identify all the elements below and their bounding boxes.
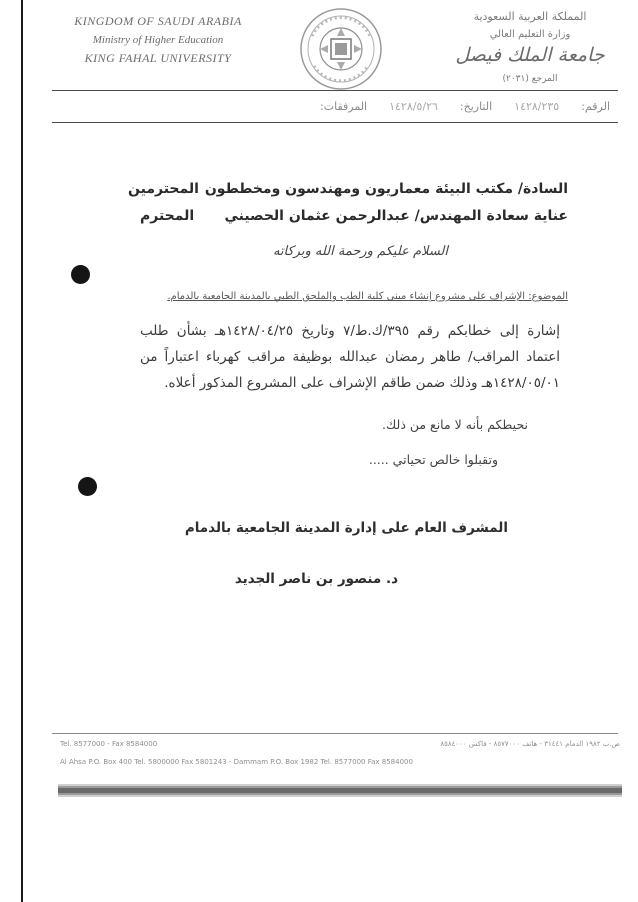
body-paragraph-2: نحيطكم بأنه لا مانع من ذلك. <box>382 417 528 432</box>
addressee-line-1: السادة/ مكتب البيئة معماريون ومهندسون ومخططون <box>204 181 568 197</box>
ref-date-value: ١٤٢٨/٥/٢٦ <box>389 100 438 113</box>
body-line-1: إشارة إلى خطابكم رقم ٣٩٥/ك.ط/٧ وتاريخ ١٤٢٨/٠٤/٢٥هـ بشأن طلب <box>140 323 560 339</box>
letterhead-en-university: KING FAHAL UNIVERSITY <box>84 51 232 65</box>
body-line-2: اعتماد المراقب/ طاهر رمضان عبدالله بوظيفة مراقب كهرباء اعتباراً من <box>140 349 560 365</box>
letterhead-en-ministry: Ministry of Higher Education <box>92 34 224 46</box>
header-divider-bottom <box>52 122 618 123</box>
addressee-honorific-2: المحترم <box>140 208 195 224</box>
subject-line: الموضوع: الإشراف على مشروع إنشاء مبنى كلية الطب والملحق الطبي بالمدينة الجامعية بالدمام. <box>167 291 568 302</box>
footer-contact-right: ص.ب ١٩٨٢ الدمام ٣١٤٤١ - هاتف ٨٥٧٧٠٠٠ - فاكس ٨٥٨٤٠٠٠ <box>440 740 620 748</box>
signature-title: المشرف العام على إدارة المدينة الجامعية بالدمام <box>184 520 508 536</box>
letterhead-english <box>58 14 258 66</box>
footer <box>60 738 620 790</box>
letterhead-ar-reference: المرجع (٢٠٣١) <box>502 74 558 84</box>
footer-divider <box>52 733 618 734</box>
footer-contact-left: Tel. 8577000 - Fax 8584000 <box>60 740 158 748</box>
closing-line: وتقبلوا خالص تحياتي ..... <box>368 452 498 467</box>
ref-number-label: الرقم: <box>581 100 610 113</box>
ref-date-label: التاريخ: <box>459 100 493 113</box>
ref-number-value: ١٤٢٨/٢٣٥ <box>514 100 560 113</box>
ref-attachments-label: المرفقات: <box>320 100 368 113</box>
letterhead-ar-university: جامعة الملك فيصل <box>455 44 605 66</box>
letterhead-ar-ministry: وزارة التعليم العالي <box>489 29 571 40</box>
addressee-line-2: عناية سعادة المهندس/ عبدالرحمن عثمان الحصيني <box>224 208 568 224</box>
reference-row <box>150 100 610 116</box>
body-line-3: ١٤٢٨/٠٥/٠١هـ وذلك ضمن طاقم الإشراف على المشروع المذكور أعلاه. <box>164 375 560 391</box>
footer-address: Al Ahsa P.O. Box 400 Tel. 5800000 Fax 5801243 - Dammam P.O. Box 1982 Tel. 8577000 Fax 8584000 <box>60 758 413 766</box>
signature-name: د. منصور بن ناصر الجديد <box>234 571 398 587</box>
body-paragraph <box>140 318 560 396</box>
punch-hole <box>71 265 90 284</box>
footer-dark-band <box>58 784 622 797</box>
header-divider-top <box>52 90 618 91</box>
letterhead-en-kingdom: KINGDOM OF SAUDI ARABIA <box>74 14 242 28</box>
letterhead-arabic <box>445 10 615 84</box>
punch-hole <box>78 477 97 496</box>
addressee-honorific-1: المحترمين <box>128 181 199 197</box>
salutation: السلام عليكم ورحمة الله وبركاته <box>272 244 448 259</box>
letterhead-ar-kingdom: المملكة العربية السعودية <box>473 10 587 23</box>
left-edge-line <box>21 0 23 902</box>
university-seal-logo <box>298 6 384 92</box>
